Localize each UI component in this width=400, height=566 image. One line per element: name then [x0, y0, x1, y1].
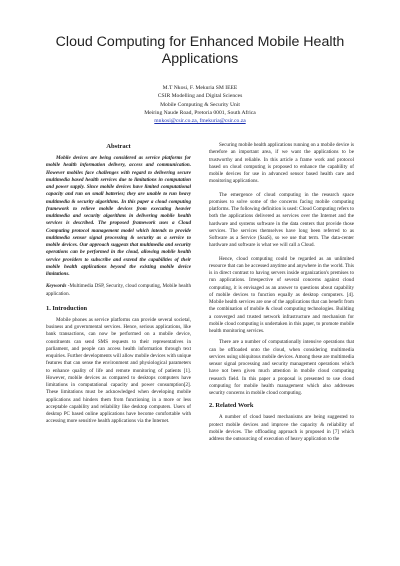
section-2-heading: 2. Related Work — [209, 402, 254, 410]
section-2-paragraph: A number of cloud based mechanisms are being suggested to protect mobile devices and improve the capacity & reliability of mobile devices. The offloading approach is proposed in [7] which address the outsourcing of execution of heavy application to the — [209, 414, 354, 442]
email-links[interactable]: mnkosi@csir.co.za, fmekuria@csir.co.za — [154, 118, 246, 125]
author-names: M.T Nkosi, F. Mekuria SM IEEE — [162, 85, 238, 91]
right-column — [209, 142, 354, 447]
right-paragraph-3: Hence, cloud computing could be regarded as an unlimited resource that can be accessed anytime and anywhere in the world. This is in direct contrast to having servers inside organization's premises to run applications. Irrespective of several concerns against cloud computing, it is envisaged as an answer to questions about capability of mobile devices to function equally as desktop computers. [4]. Mobile health services are one of the applications that can benefit from the combination of mobile & cloud computing technologies. Building a converged and trusted network infrastructure and mechanism for mobile cloud computing is undertaken in this paper, to promote mobile health monitoring services. — [209, 255, 354, 334]
section-1-paragraph: Mobile phones as service platforms can provide several societal, business and governmental services. Hence, serious applications, like bank transactions, can now be performed on a mobile device, constituents can send SMS requests to their representatives in parliament, and people can access health information through text enquiries. Further developments will allow mobile devices with unique features that can sense the environment and physiological parameters to enhance quality of life and remote monitoring of patients [1]. However, mobile devices as compared to desktops computers have limitations in computational capacity and power consumption[2]. These limitations must be acknowledged when developing mobile applications and hinders them from functioning in a more or less acceptable capability and reliability like desktop computers. Users of desktop PC based online applications have become comfortable with accessing more sensitive health applications via the Internet. — [46, 316, 192, 425]
keywords-paragraph — [46, 283, 191, 298]
section-1-heading: 1. Introduction — [46, 304, 88, 312]
affiliation-line-2: Mobile Computing & Security Unit — [160, 101, 240, 108]
author-block — [80, 84, 320, 125]
keywords-label: Keywords — [46, 283, 67, 290]
keywords-text: -Multimedia DSP, Security, cloud computing, Mobile health application. — [46, 283, 191, 297]
address-line: Meiring Naude Road, Pretoria 0001, South Africa — [144, 109, 256, 116]
affiliation-line-1: CSIR Modelling and Digital Sciences — [157, 93, 243, 100]
right-paragraph-2: The emergence of cloud computing in the research space promises to solve some of the concerns facing mobile computing platforms. The following definition is used: Cloud Computing refers to both the applications delivered as services over the Internet and the hardware and systems software in the data centers that provide those services. The services themselves have long been referred to as Software as a Service (SaaS), so we use that term. The data-center hardware and software is what we will call a Cloud. — [209, 191, 354, 249]
abstract-text: Mobile devices are being considered as service platforms for mobile health information delivery, access and communication. However mobiles face challenges with regard to delivering secure multimedia based health services due to limitations in computation and power supply. Since mobile devices have limited computational capacity and run on small batteries; they are unable to run heavy multimedia & security algorithms. In this paper a cloud computing framework to relieve mobile devices from executing heavier multimedia and security algorithms in delivering mobile health services is described. The proposed framework uses a Cloud Computing protocol management model which intends to provide multimedia sensor signal processing & security as a service to mobile devices. Our approach suggests that multimedia and security operations can be performed in the cloud, allowing mobile health service providers to subscribe and extend the capabilities of their mobile health applications beyond the existing mobile device limitations. — [46, 155, 191, 277]
abstract-heading: Abstract — [106, 143, 131, 150]
right-paragraph-1: Securing mobile health applications running on a mobile device is therefore an important area, if we want the applications to be trustworthy and reliable. In this article a frame work and protocol based on cloud computing is proposed to enhance the capability of mobile devices for use in advanced sensor based health care and monitoring applications. — [209, 142, 354, 185]
paper-title: Cloud Computing for Enhanced Mobile Health Applications — [55, 34, 345, 67]
left-column — [46, 142, 191, 430]
right-paragraph-4: There are a number of computationally intensive operations that can be offloaded onto the cloud, when considering multimedia services using ubiquitous mobile devices. Among these are multimedia sensor signal processing and security management operations which have not been given much attention in mobile cloud computing research field. In this paper a proposal is presented to use cloud computing for mobile health management which also addresses security concerns in mobile cloud computing. — [209, 339, 354, 396]
